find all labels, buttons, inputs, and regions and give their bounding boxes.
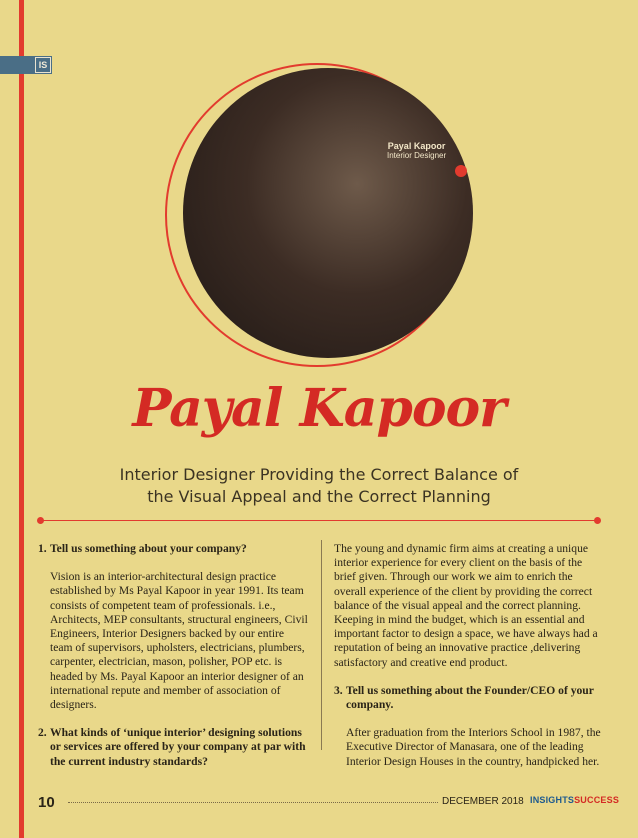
left-column bbox=[38, 542, 308, 783]
magazine-brand bbox=[530, 795, 619, 805]
question-2-number: 2. bbox=[38, 726, 47, 740]
portrait-frame bbox=[165, 63, 475, 373]
brand-part-1: INSIGHTS bbox=[530, 795, 575, 805]
portrait-photo bbox=[183, 68, 473, 358]
ring-dot bbox=[455, 165, 467, 177]
article-title-name: Payal Kapoor bbox=[132, 378, 506, 439]
caption-role: Interior Designer bbox=[387, 151, 447, 160]
portrait-caption bbox=[387, 141, 446, 160]
question-1 bbox=[38, 542, 308, 556]
answer-3: After graduation from the Interiors School in 1987, the Executive Director of Manasara, one of the leading Interior Design Houses in the country, handpicked her. bbox=[346, 726, 601, 768]
divider-dot-left bbox=[37, 517, 44, 524]
issue-date: DECEMBER 2018 bbox=[442, 796, 524, 807]
subtitle-line-1: Interior Designer Providing the Correct Balance of bbox=[119, 465, 519, 484]
brand-part-2: SUCCESS bbox=[574, 795, 620, 805]
question-3-number: 3. bbox=[334, 683, 343, 697]
question-1-number: 1. bbox=[38, 542, 47, 555]
subtitle-line-2: the Visual Appeal and the Correct Planning bbox=[147, 487, 491, 506]
section-divider bbox=[40, 520, 598, 521]
question-1-text: Tell us something about your company? bbox=[50, 542, 247, 555]
answer-2: The young and dynamic firm aims at creating a unique interior experience for every client on the basis of the brief given. Through our work we aim to enrich the overall experience of the client by providing the correct balance of the visual appeal and the correct planning. Keeping in mind the budget, which is an essential and important factor to design a space, we have always had a reputation of being an innovative practice ,delivering satisfactory and creative end product. bbox=[334, 542, 598, 669]
question-3-text: Tell us something about the Founder/CEO of your company. bbox=[346, 683, 594, 712]
page-number: 10 bbox=[38, 794, 55, 811]
right-column bbox=[334, 542, 604, 783]
answer-1: Vision is an interior-architectural design practice established by Ms Payal Kapoor in year 1991. Its team consists of competent team of professionals. i.e., Architects, MEP consultants, structural engineers, Civil Engineers, Interior Designers backed by our entire team of supervisors, upholsters, electricians, plumbers, carpenter, electrician, mason, polisher, POP etc. is headed by Ms. Payal Kapoor an interior designer of an international repute and member of association of designers. bbox=[50, 570, 308, 712]
publication-tab bbox=[0, 56, 52, 74]
question-3 bbox=[334, 684, 604, 712]
column-divider bbox=[321, 540, 322, 750]
article-subtitle bbox=[0, 464, 638, 508]
divider-dot-right bbox=[594, 517, 601, 524]
brand-logo-icon: IS bbox=[35, 57, 51, 73]
question-2 bbox=[38, 726, 308, 769]
question-2-text: What kinds of ‘unique interior’ designing solutions or services are offered by your company at par with the current industry standards? bbox=[50, 726, 306, 768]
caption-name: Payal Kapoor bbox=[387, 141, 446, 151]
footer-dotted-rule bbox=[68, 802, 438, 803]
